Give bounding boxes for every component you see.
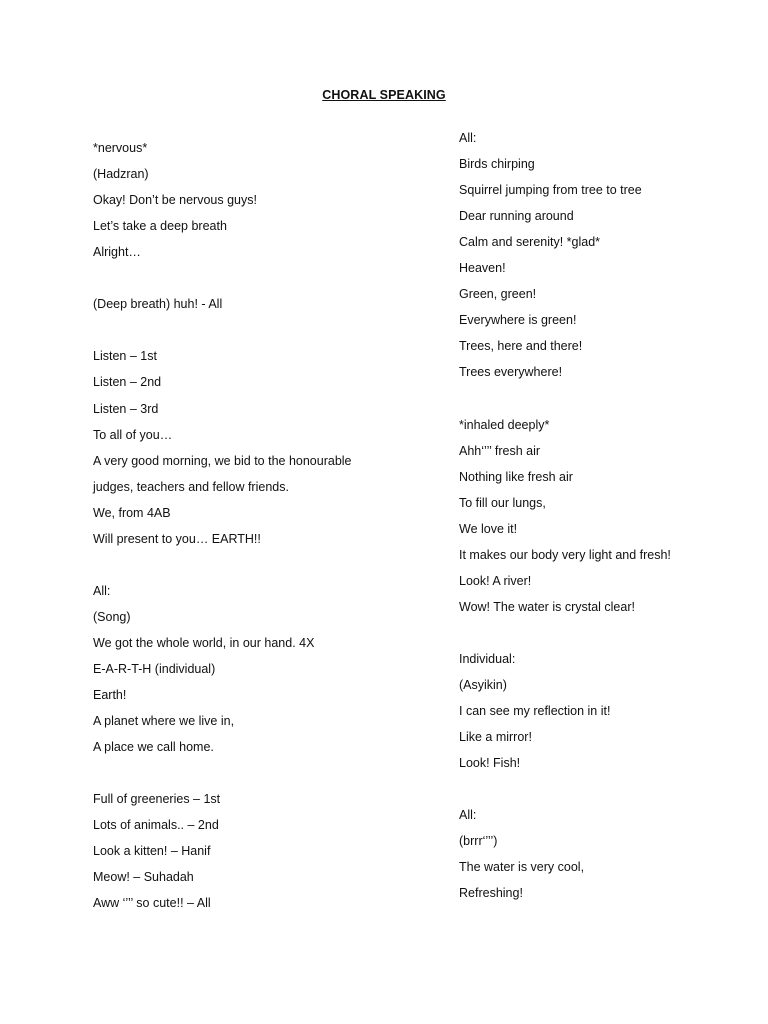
text-line: Individual: bbox=[459, 652, 516, 666]
text-line: Nothing like fresh air bbox=[459, 469, 573, 484]
text-line: Let’s take a deep breath bbox=[93, 219, 227, 234]
text-line: To all of you… bbox=[93, 427, 173, 442]
text-line: (Asyikin) bbox=[459, 678, 507, 693]
text-line: The water is very cool, bbox=[459, 860, 585, 875]
text-line: Lots of animals.. – 2nd bbox=[93, 818, 219, 833]
text-line: Look! Fish! bbox=[459, 756, 521, 771]
text-line: Listen – 3rd bbox=[93, 401, 159, 416]
text-line: Will present to you… EARTH!! bbox=[93, 531, 261, 546]
text-line: Meow! – Suhadah bbox=[93, 870, 194, 885]
text-line: *nervous* bbox=[93, 141, 148, 155]
text-line: (brrr‘’’’) bbox=[459, 834, 498, 849]
text-line: Heaven! bbox=[459, 261, 506, 276]
text-line: Aww ‘’’’ so cute!! – All bbox=[93, 896, 211, 911]
text-line: I can see my reflection in it! bbox=[459, 704, 611, 719]
text-line: A planet where we live in, bbox=[93, 714, 235, 729]
text-line: Listen – 1st bbox=[93, 349, 157, 364]
text-line: (Deep breath) huh! - All bbox=[93, 297, 223, 312]
text-line: (Hadzran) bbox=[93, 167, 149, 182]
text-line: All: bbox=[459, 131, 477, 145]
text-line: Full of greeneries – 1st bbox=[93, 792, 221, 807]
text-line: We got the whole world, in our hand. 4X bbox=[93, 635, 315, 650]
text-line: Look a kitten! – Hanif bbox=[93, 844, 211, 859]
text-line: Everywhere is green! bbox=[459, 313, 577, 328]
text-line: Alright… bbox=[93, 245, 141, 260]
text-line: Earth! bbox=[93, 688, 127, 703]
text-line: Birds chirping bbox=[459, 157, 535, 172]
text-line: judges, teachers and fellow friends. bbox=[93, 479, 289, 494]
text-line: Ahh‘’’’ fresh air bbox=[459, 443, 541, 458]
text-line: Green, green! bbox=[459, 287, 537, 302]
text-line: We, from 4AB bbox=[93, 505, 171, 520]
text-line: E-A-R-T-H (individual) bbox=[93, 662, 216, 676]
text-line: Calm and serenity! *glad* bbox=[459, 235, 601, 250]
text-line: Okay! Don’t be nervous guys! bbox=[93, 193, 257, 208]
text-line: *inhaled deeply* bbox=[459, 417, 550, 432]
text-line: Like a mirror! bbox=[459, 730, 532, 745]
text-line: A place we call home. bbox=[93, 740, 214, 755]
text-line: Dear running around bbox=[459, 209, 574, 224]
text-line: All: bbox=[93, 583, 111, 598]
text-line: Refreshing! bbox=[459, 886, 523, 901]
text-line: (Song) bbox=[93, 609, 131, 624]
text-line: All: bbox=[459, 808, 477, 823]
document-title: CHORAL SPEAKING bbox=[322, 88, 446, 102]
text-line: Listen – 2nd bbox=[93, 375, 162, 390]
text-line: It makes our body very light and fresh! bbox=[459, 547, 671, 562]
text-line: Wow! The water is crystal clear! bbox=[459, 599, 635, 614]
text-line: We love it! bbox=[459, 521, 518, 536]
text-line: Squirrel jumping from tree to tree bbox=[459, 183, 642, 198]
text-line: Trees, here and there! bbox=[459, 339, 583, 354]
text-line: A very good morning, we bid to the honourable bbox=[93, 453, 352, 468]
text-line: Trees everywhere! bbox=[459, 365, 563, 380]
text-line: Look! A river! bbox=[459, 573, 532, 588]
text-line: To fill our lungs, bbox=[459, 495, 546, 510]
